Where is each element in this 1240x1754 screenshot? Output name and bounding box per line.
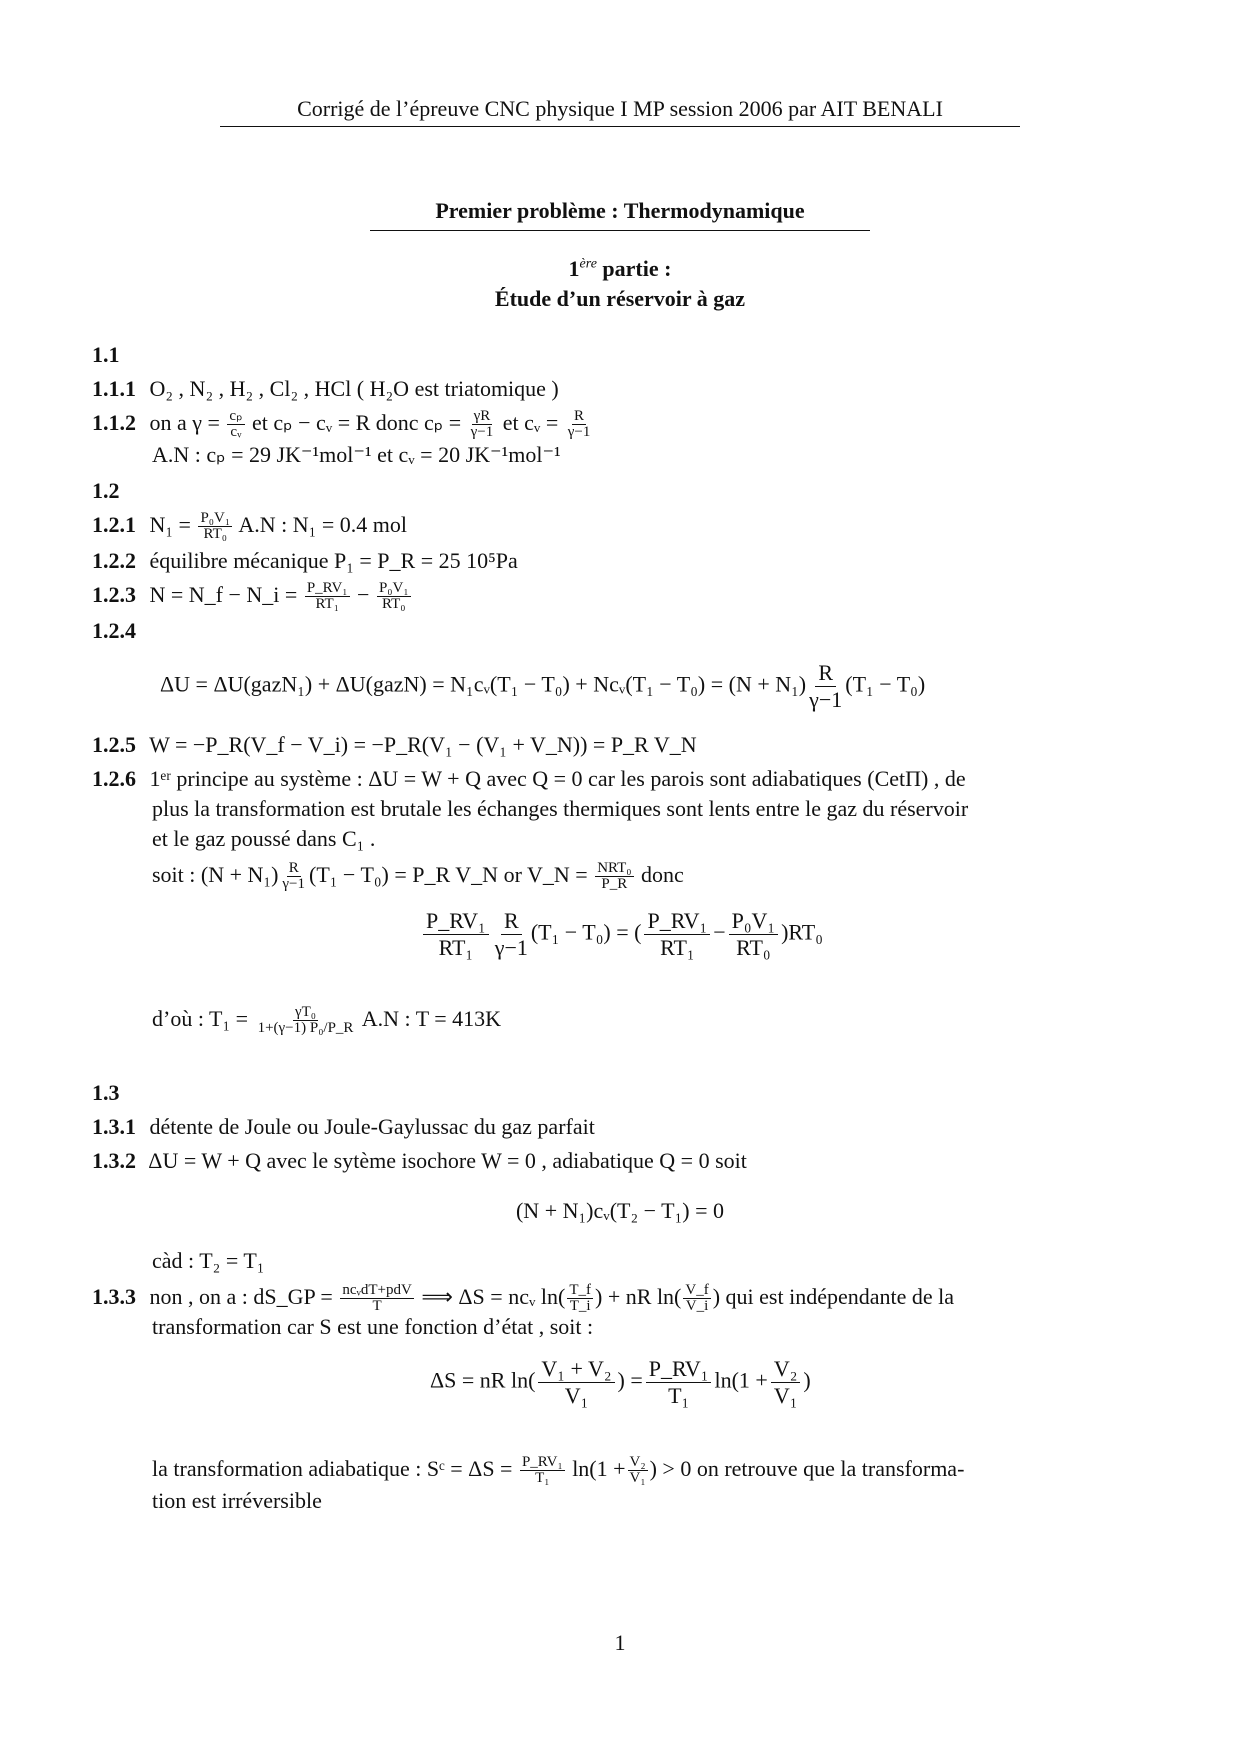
fraction-dS: ncᵥdT+pdV T (342, 1282, 412, 1315)
running-head: Corrigé de l’épreuve CNC physique I MP session 2006 par AIT BENALI (220, 96, 1020, 127)
page-number: 1 (614, 1630, 626, 1655)
equation-1-3-2: (N + N₁)cᵥ(T₂ − T₁) = 0 (515, 1198, 725, 1223)
item-label: 1.2.1 (92, 512, 136, 537)
fraction-PRV1-T1: $\frac{\text{P\_RV₁}}{\text{T₁}}$ (521, 1454, 563, 1487)
item-1-1-1 (92, 374, 559, 404)
section-heading (92, 1078, 128, 1108)
equation-1-3-3: ΔS = nR ln( $\frac{\text{V₁ + V₂}}{\text{V₁}}$ ) = $\frac{\text{P\_RV₁}}{\text{T₁}}$ ln(1 + $\frac{\text{V₂}}{\text{V₁}}$ ) (430, 1356, 811, 1408)
section-heading (92, 340, 128, 370)
paragraph-line: transformation car S est une fonction d’état , soit : (152, 1314, 594, 1339)
item-text: on a γ = (149, 410, 220, 435)
fraction-PRV1-T1: $\frac{\text{P\_RV₁}}{\text{T₁}}$ (646, 1356, 712, 1409)
fraction-gR: $\frac{\gamma R}{\gamma-1}$ (470, 408, 494, 441)
item-1-2-2 (92, 546, 518, 576)
fraction-PRV1-RT1: $\frac{\text{P\_RV₁}}{\text{RT₁}}$ (306, 580, 348, 613)
item-1-2-4 (92, 616, 144, 646)
item-text: O₂ , N₂ , H₂ , Cl₂ , HCl ( H₂O est triatomique ) (149, 376, 559, 401)
item-text: − (357, 582, 370, 607)
fraction-R: $\frac{R}{\gamma-1}$ (567, 408, 591, 441)
item-label: 1.2.4 (92, 618, 136, 643)
item-text: et cₚ − cᵥ = R donc cₚ = (252, 410, 462, 435)
item-1-1-2 (92, 408, 594, 440)
fraction-P0V1-RT0: $\frac{\text{P₀V₁}}{\text{RT₀}}$ (378, 580, 409, 613)
fraction-V2-V1: $\frac{\text{V₂}}{\text{V₁}}$ (629, 1454, 646, 1487)
paragraph-line: tion est irréversible (152, 1488, 322, 1513)
fraction-PRV1-RT1: $\frac{\text{P\_RV₁}}{\text{RT₁}}$ (644, 908, 710, 961)
part-title: Étude d’un réservoir à gaz (494, 286, 746, 311)
fraction-R-g1: $\frac{R}{\gamma-1}$ (494, 908, 528, 960)
paragraph-line: plus la transformation est brutale les échanges thermiques sont lents entre le gaz du réservoir (152, 796, 969, 821)
part-label: partie : (602, 256, 672, 281)
item-label: 1.1.1 (92, 376, 136, 401)
item-label: 1.2.3 (92, 582, 136, 607)
item-1-2-3 (92, 580, 413, 612)
paragraph-line: la transformation adiabatique : Sᶜ = ΔS = $\frac{\text{P\_RV₁}}{\text{T₁}}$ ln(1 + $\frac{\text{V₂}}{\text{V₁}}$ ) > 0 on retrouve que la transforma- (152, 1454, 965, 1487)
problem-title: Premier problème : Thermodynamique (370, 198, 870, 231)
fraction-V2-V1: $\frac{\text{V₂}}{\text{V₁}}$ (771, 1356, 801, 1409)
item-label: 1.2.5 (92, 732, 136, 757)
item-text: et cᵥ = (502, 410, 559, 435)
fraction-P0V1-RT0: $\frac{\text{P₀V₁}}{\text{RT₀}}$ (729, 908, 778, 961)
item-text: 1ᵉʳ principe au système : ΔU = W + Q avec Q = 0 car les parois sont adiabatiques (CetΠ) , de (149, 766, 966, 791)
item-label: 1.1.2 (92, 410, 136, 435)
item-text: ΔU = W + Q avec le sytème isochore W = 0 , adiabatique Q = 0 soit (148, 1148, 747, 1173)
item-label: 1.2.2 (92, 548, 136, 573)
item-text: détente de Joule ou Joule-Gaylussac du gaz parfait (149, 1114, 595, 1139)
item-1-3-3: 1.3.3 non , on a : dS_GP = ncᵥdT+pdV T ⟹ ΔS = ncᵥ ln( $\frac{T\_f}{T\_i}$ ) + nR ln( $\frac{V\_f}{V\_i}$ ) qui est indépendante de la (92, 1282, 955, 1315)
section-heading (92, 476, 128, 506)
fraction-R-g1: $\frac{R}{\gamma-1}$ (809, 660, 843, 712)
item-label: 1.2.6 (92, 766, 136, 791)
item-1-2-5 (92, 730, 697, 760)
part-number: 1 (568, 256, 580, 281)
item-1-2-6 (92, 764, 966, 794)
equation-1-2-4: ΔU = ΔU(gazN₁) + ΔU(gazN) = N₁cᵥ(T₁ − T₀) + Ncᵥ(T₁ − T₀) = (N + N₁) $\frac{R}{\gamma-1}$ (T₁ − T₀) (160, 660, 926, 712)
paragraph-line: d’où : T₁ = $\frac{\text{γT₀}}{\text{1+(γ−1) P₀/P\_R}}$ A.N : T = 413K (152, 1004, 502, 1037)
item-text: N₁ = (149, 512, 191, 537)
fraction-Vf-Vi: $\frac{V\_f}{V\_i}$ (685, 1282, 709, 1315)
an-1-1-2: A.N : cₚ = 29 JK⁻¹mol⁻¹ et cᵥ = 20 JK⁻¹mol⁻¹ (152, 442, 561, 467)
fraction-P0V1-RT0: $\frac{\text{P₀V₁}}{\text{RT₀}}$ (200, 510, 231, 543)
fraction-PRV1-RT1: $\frac{\text{P\_RV₁}}{\text{RT₁}}$ (423, 908, 489, 961)
fraction-cp-cv: $\frac{\text{cₚ}}{\text{cᵥ}}$ (229, 408, 243, 441)
paragraph-line: càd : T₂ = T₁ (152, 1248, 265, 1273)
part-heading (320, 256, 920, 282)
fraction-R-g1: $\frac{R}{\gamma-1}$ (282, 860, 305, 893)
fraction-T1: $\frac{\text{γT₀}}{\text{1+(γ−1) P₀/P\_R}}$ (257, 1004, 354, 1037)
part-suffix: ère (579, 256, 597, 272)
item-1-2-1 (92, 510, 407, 542)
item-1-3-2 (92, 1146, 747, 1176)
section-number: 1.2 (92, 478, 120, 503)
paragraph-line: soit : (N + N₁) $\frac{R}{\gamma-1}$ (T₁ − T₀) = P_R V_N or V_N = NRT₀ P_R donc (152, 860, 684, 893)
fraction-NRT0-PR: NRT₀ P_R (597, 860, 632, 893)
fraction-Tf-Ti: $\frac{T\_f}{T\_i}$ (569, 1282, 592, 1315)
item-text: W = −P_R(V_f − V_i) = −P_R(V₁ − (V₁ + V_N)) = P_R V_N (149, 732, 697, 757)
section-number: 1.1 (92, 342, 120, 367)
item-text: N = N_f − N_i = (149, 582, 298, 607)
equation-1-2-6: $\frac{\text{P\_RV₁}}{\text{RT₁}}$ $\frac{R}{\gamma-1}$ (T₁ − T₀) = ( $\frac{\text{P\_RV₁}}{\text{RT₁}}$ − $\frac{\text{P₀V₁}}{\text{RT₀}}$ )RT₀ (420, 908, 823, 961)
fraction-V1V2-V1: $\frac{\text{V₁ + V₂}}{\text{V₁}}$ (538, 1356, 614, 1409)
item-label: 1.3.1 (92, 1114, 136, 1139)
section-number: 1.3 (92, 1080, 120, 1105)
item-text: A.N : N₁ = 0.4 mol (238, 512, 407, 537)
item-text: équilibre mécanique P₁ = P_R = 25 10⁵Pa (149, 548, 518, 573)
item-label: 1.3.3 (92, 1284, 136, 1309)
paragraph-line: et le gaz poussé dans C₁ . (152, 826, 376, 851)
item-1-3-1 (92, 1112, 595, 1142)
item-label: 1.3.2 (92, 1148, 136, 1173)
